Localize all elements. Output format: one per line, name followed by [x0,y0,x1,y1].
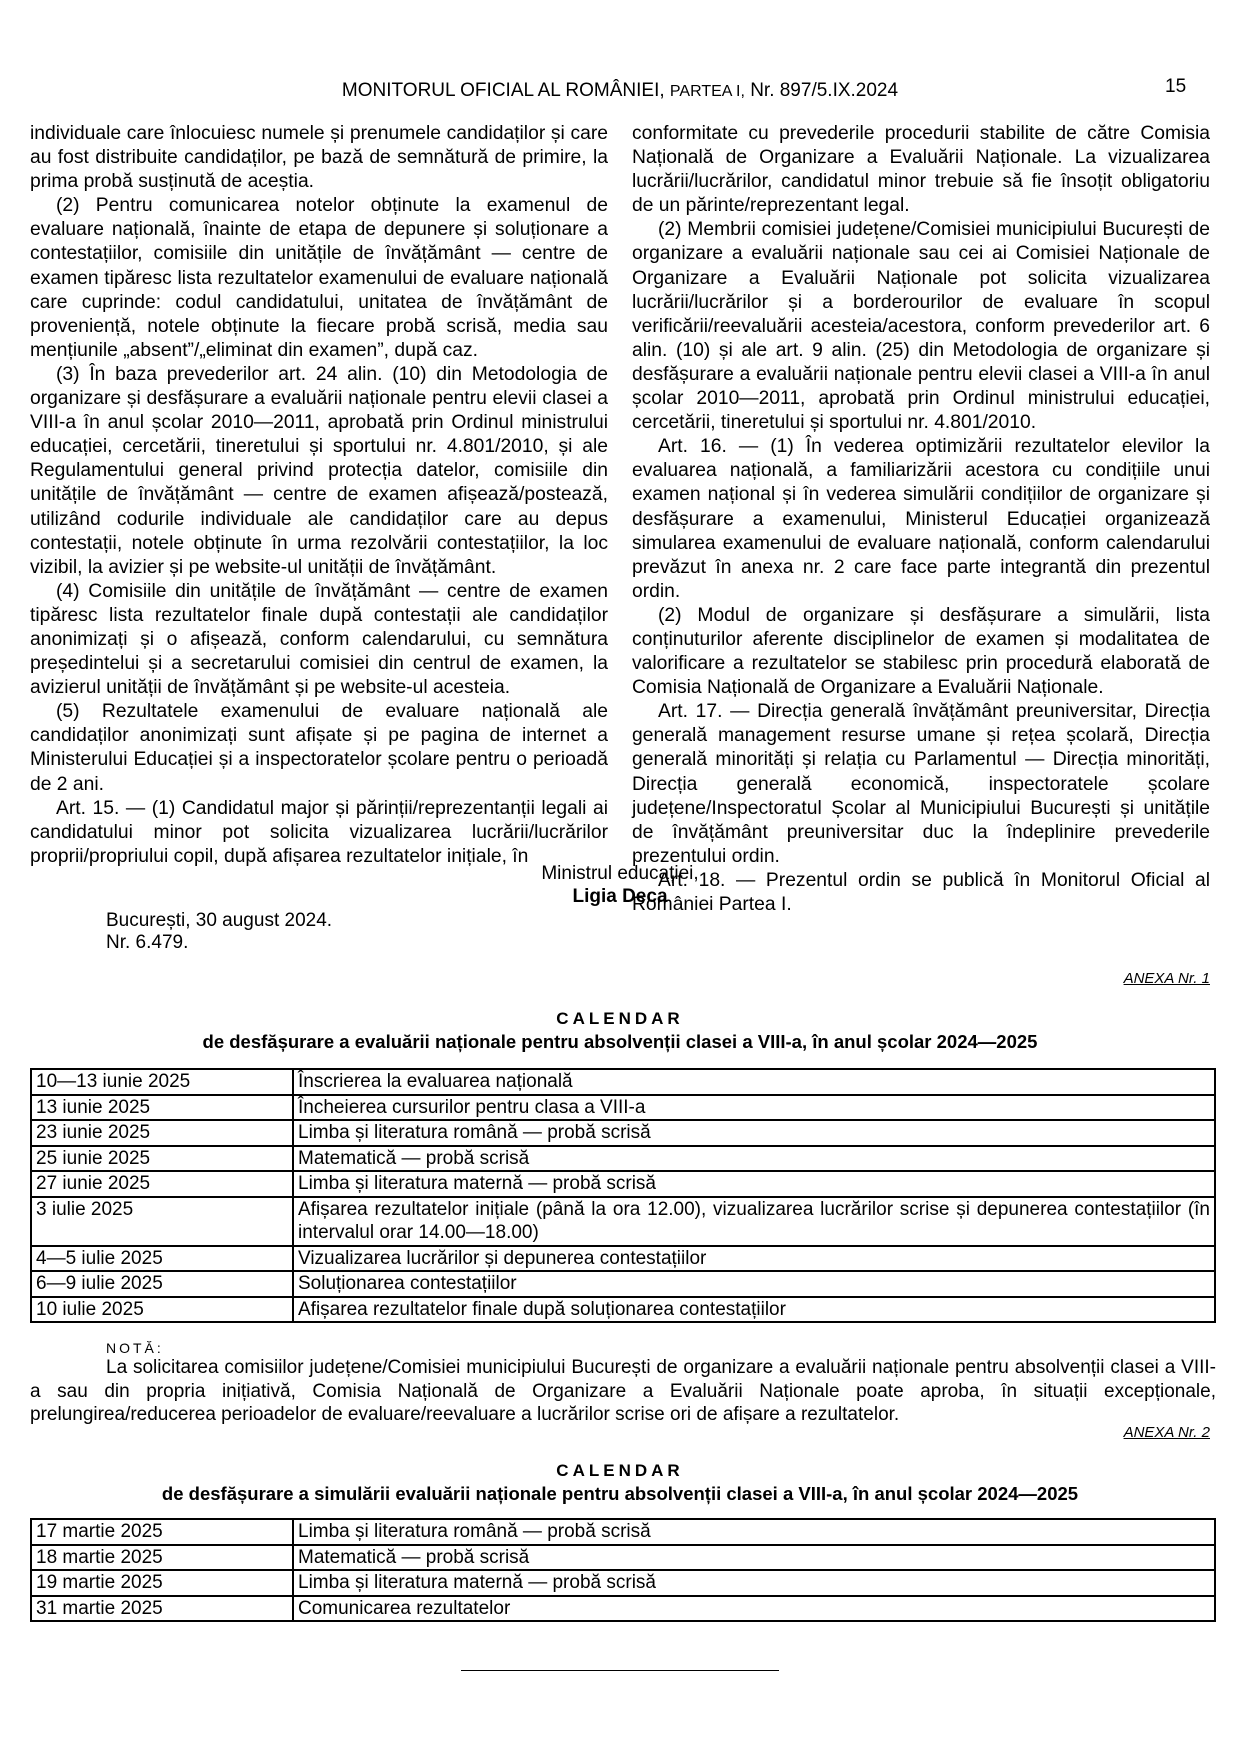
header-part: PARTEA I, [669,83,745,100]
annex1-label: ANEXA Nr. 1 [1123,970,1210,987]
table-row [31,1146,1215,1172]
end-rule [461,1670,779,1671]
table-row [31,1197,1215,1246]
left-column [30,122,608,869]
date-cell: 23 iunie 2025 [31,1120,293,1146]
header-title: MONITORUL OFICIAL AL ROMÂNIEI, [341,80,665,101]
date-cell: 6—9 iulie 2025 [31,1271,293,1297]
note-heading: NOTĂ: [106,1340,164,1356]
activity-cell: Afișarea rezultatelor finale după soluționarea contestațiilor [293,1297,1215,1323]
paragraph: Art. 15. — (1) Candidatul major și părinții/reprezentanții legali ai candidatului minor pot solicita vizualizarea lucrării/lucrărilor proprii/propriului copil, după afișarea rezultatelor inițiale, în [30,797,608,867]
table-row [31,1570,1215,1596]
annex1-subtitle: de desfășurare a evaluării naționale pentru absolvenții clasei a VIII-a, în anul școlar 2024—2025 [202,1031,1038,1052]
activity-cell: Afișarea rezultatelor inițiale (până la ora 12.00), vizualizarea lucrărilor scrise și depunerea contestațiilor (în intervalul orar 14.00—18.00) [293,1197,1215,1246]
page-number: 15 [1165,76,1187,97]
paragraph: (5) Rezultatele examenului de evaluare națională ale candidaților anonimizați sunt afișate și pe pagina de internet a Ministerului Educației și a inspectoratelor școlare pentru o perioadă de 2 ani. [30,701,608,795]
date-cell: 10—13 iunie 2025 [31,1069,293,1095]
paragraph: Art. 16. — (1) În vederea optimizării rezultatelor elevilor la evaluarea națională, a familiarizării acestora cu condițiile unui examen național și în vederea simulării condițiilor de organizare și desfășurare a examenului, Ministerul Educației organizează simularea examenului de evaluare națională, conform calendarului prevăzut în anexa nr. 2 care face parte integrantă din prezentul ordin. [632,436,1210,602]
running-header [0,80,1240,102]
date-cell: 19 martie 2025 [31,1570,293,1596]
activity-cell: Soluționarea contestațiilor [293,1271,1215,1297]
date-cell: 3 iulie 2025 [31,1197,293,1246]
paragraph: (2) Modul de organizare și desfășurare a simulării, lista conținuturilor aferente disciplinelor de examen și modalitatea de valorificare a rezultatelor se stabilesc prin procedură elaborată de Comisia Națională de Organizare a Evaluării Naționale. [632,604,1210,699]
table-row [31,1069,1215,1095]
paragraph: conformitate cu prevederile procedurii stabilite de către Comisia Națională de Organizare a Evaluării Naționale. La vizualizarea lucrării/lucrărilor, candidatul minor trebuie să fie însoțit obligatoriu de un părinte/reprezentant legal. [632,123,1210,217]
annex2-title: CALENDAR [556,1461,684,1480]
date-cell: 10 iulie 2025 [31,1297,293,1323]
table-row [31,1171,1215,1197]
table-row [31,1246,1215,1272]
issue-date-block [106,910,332,954]
paragraph: Art. 18. — Prezentul ordin se publică în Monitorul Oficial al României Partea I. [632,869,1210,915]
annex1-title: CALENDAR [556,1009,684,1028]
paragraph: (3) În baza prevederilor art. 24 alin. (10) din Metodologia de organizare și desfășurare a evaluării naționale pentru elevii clasei a VIII-a în anul școlar 2010—2011, aprobată prin Ordinul ministrului educației, cercetării, tineretului și sportului nr. 4.801/2010, și ale Regulamentului general privind protecția datelor, comisiile din unitățile de învățământ — centre de examen afișează/postează, utilizând codurile individuale ale candidaților care au depus contestații, notele obținute în urma rezolvării contestațiilor, la loc vizibil, la avizier și pe website-ul unității de învățământ. [30,363,608,578]
activity-cell: Vizualizarea lucrărilor și depunerea contestațiilor [293,1246,1215,1272]
table-row [31,1297,1215,1323]
activity-cell: Limba și literatura maternă — probă scrisă [293,1171,1215,1197]
date-cell: 31 martie 2025 [31,1596,293,1622]
right-column [632,122,1210,917]
place-date: București, 30 august 2024. [106,910,333,931]
annex2-calendar-table [30,1518,1216,1622]
date-cell: 4—5 iulie 2025 [31,1246,293,1272]
signatory-name: Ligia Deca [572,886,668,907]
annex2-subtitle: de desfășurare a simulării evaluării naționale pentru absolvenții clasei a VIII-a, în anul școlar 2024—2025 [161,1483,1079,1504]
signatory-role: Ministrul educației, [541,863,699,884]
paragraph: Art. 17. — Direcția generală învățământ preuniversitar, Direcția generală management resurse umane și rețea școlară, Direcția generală minorități și relația cu Parlamentul — Direcția minorități, Direcția generală economică, inspectoratele școlare județene/Inspectoratul Școlar al Municipiului București și unitățile de învățământ preuniversitar duc la îndeplinire prevederile prezentului ordin. [632,701,1210,867]
annex2-label: ANEXA Nr. 2 [1123,1424,1210,1441]
table-row [31,1519,1215,1545]
paragraph: (4) Comisiile din unitățile de învățământ — centre de examen tipăresc lista rezultatelor finale după contestații ale candidaților anonimizați și o afișează, conform calendarului, cu semnătura președintelui și a secretarului comisiei din centrul de examen, la avizierul unității de învățământ și pe website-ul acesteia. [30,580,608,699]
table-row [31,1120,1215,1146]
paragraph: (2) Pentru comunicarea notelor obținute la examenul de evaluare națională, înainte de etapa de depunere și soluționare a contestațiilor, comisiile din unitățile de învățământ — centre de examen tipăresc lista rezultatelor examenului de evaluare națională care cuprinde: codul candidatului, unitatea de învățământ de proveniență, notele obținute la fiecare probă scrisă, media sau mențiunile „absent”/„eliminat din examen”, după caz. [30,195,608,361]
paragraph: individuale care înlocuiesc numele și prenumele candidaților și care au fost distribuite candidaților, pe bază de semnătură de primire, la prima probă susținută de aceștia. [30,123,608,193]
order-number: Nr. 6.479. [106,932,189,953]
date-cell: 13 iunie 2025 [31,1095,293,1121]
date-cell: 18 martie 2025 [31,1545,293,1571]
table-row [31,1596,1215,1622]
date-cell: 27 iunie 2025 [31,1171,293,1197]
date-cell: 25 iunie 2025 [31,1146,293,1172]
header-issue: Nr. 897/5.IX.2024 [750,80,899,101]
activity-cell: Limba și literatura română — probă scrisă [293,1120,1215,1146]
note-text: La solicitarea comisiilor județene/Comisiei municipiului București de organizare a evaluării naționale pentru absolvenții clasei a VIII-a sau din propria inițiativă, Comisia Națională de Organizare a Evaluării Naționale poate aproba, în situații excepționale, prelungirea/reducerea perioadelor de evaluare/reevaluare a lucrărilor scrise ori de afișare a rezultatelor. [30,1357,1216,1425]
table-row [31,1095,1215,1121]
activity-cell: Matematică — probă scrisă [293,1146,1215,1172]
activity-cell: Limba și literatura română — probă scrisă [293,1519,1215,1545]
activity-cell: Matematică — probă scrisă [293,1545,1215,1571]
activity-cell: Încheierea cursurilor pentru clasa a VIII-a [293,1095,1215,1121]
activity-cell: Înscrierea la evaluarea națională [293,1069,1215,1095]
activity-cell: Limba și literatura maternă — probă scrisă [293,1570,1215,1596]
annex1-calendar-table [30,1068,1216,1323]
table-row [31,1545,1215,1571]
paragraph: (2) Membrii comisiei județene/Comisiei municipiului București de organizare a evaluării naționale sau cei ai Comisiei Naționale de Organizare a Evaluării Naționale pot solicita vizualizarea lucrării/lucrărilor și a borderourilor de evaluare în scopul verificării/reevaluării acesteia/acestora, conform prevederilor art. 6 alin. (10) și ale art. 9 alin. (25) din Metodologia de organizare și desfășurare a evaluării naționale pentru elevii clasei a VIII-a în anul școlar 2010—2011, aprobată prin Ordinul ministrului educației, cercetării, tineretului și sportului nr. 4.801/2010. [632,219,1210,434]
table-row [31,1271,1215,1297]
date-cell: 17 martie 2025 [31,1519,293,1545]
activity-cell: Comunicarea rezultatelor [293,1596,1215,1622]
